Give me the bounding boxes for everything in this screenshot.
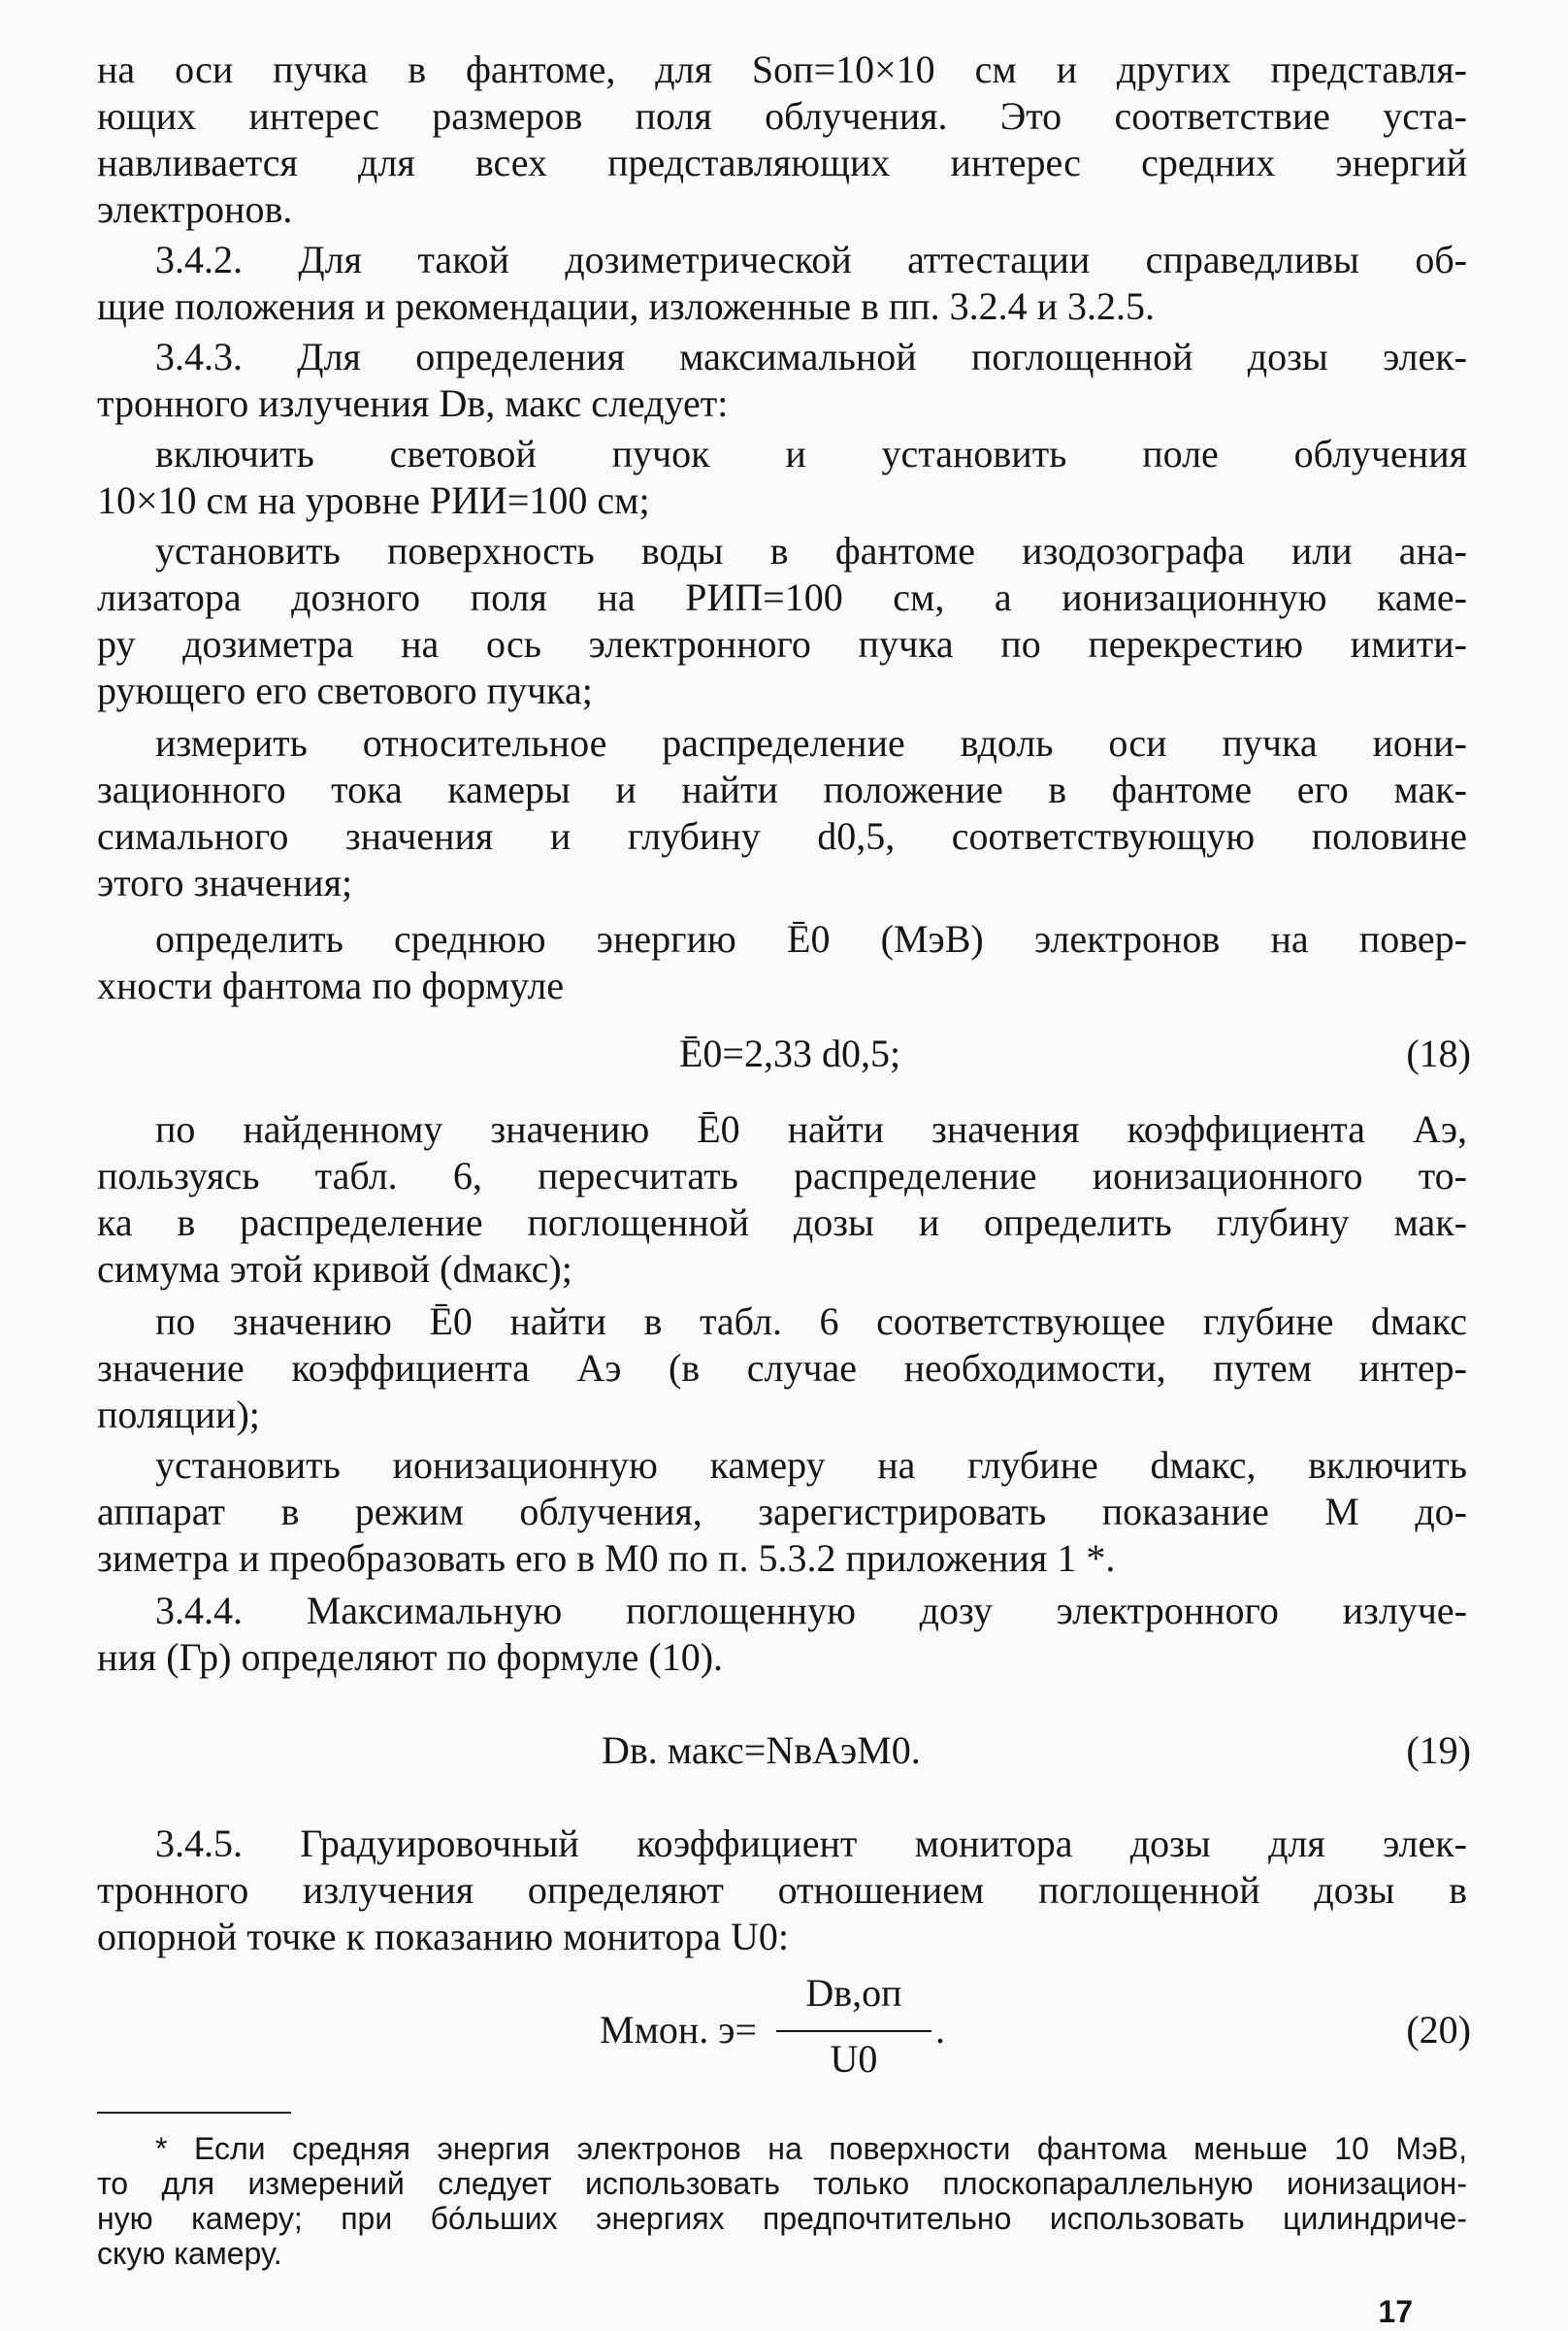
- footnote-rule: [97, 2112, 291, 2114]
- body-line: 10×10 см на уровне РИИ=100 см;: [97, 478, 650, 522]
- body-line: 3.4.5. Градуировочный коэффициент монитора дозы для элек-: [155, 1822, 1467, 1865]
- body-line: на оси пучка в фантоме, для Sоп=10×10 см и других представля-: [97, 48, 1467, 91]
- body-line: поляции);: [97, 1393, 260, 1436]
- body-line: хности фантома по формуле: [97, 964, 565, 1007]
- body-line: симального значения и глубину d0,5, соответствующую половине: [97, 814, 1467, 858]
- body-line: рующего его светового пучка;: [97, 669, 593, 712]
- body-line: установить ионизационную камеру на глубине dмакс, включить: [155, 1443, 1467, 1487]
- body-line: определить среднюю энергию Ē0 (МэВ) электронов на повер-: [155, 917, 1467, 961]
- body-line: измерить относительное распределение вдоль оси пучка иони-: [155, 721, 1467, 765]
- equation-number-20: (20): [1406, 2008, 1471, 2052]
- formula-20-dot: .: [935, 2008, 945, 2052]
- footnote-line: то для измерений следует использовать только плоскопараллельную ионизацион-: [97, 2166, 1467, 2201]
- body-line: навливается для всех представляющих интерес средних энергий: [97, 141, 1467, 184]
- body-line: симума этой кривой (dмакс);: [97, 1247, 572, 1291]
- body-line: лизатора дозного поля на РИП=100 см, а ионизационную каме-: [97, 575, 1467, 619]
- body-line: щие положения и рекомендации, изложенные в пп. 3.2.4 и 3.2.5.: [97, 284, 1156, 328]
- body-line: ющих интерес размеров поля облучения. Это соответствие уста-: [97, 94, 1467, 138]
- body-line: значение коэффициента Aэ (в случае необходимости, путем интер-: [97, 1346, 1467, 1390]
- footnote-line: * Если средняя энергия электронов на поверхности фантома меньше 10 МэВ,: [155, 2131, 1467, 2166]
- formula-20-numerator: Dв,оп: [805, 1971, 902, 2015]
- body-line: тронного излучения Dв, макс следует:: [97, 381, 729, 425]
- body-line: опорной точке к показанию монитора U0:: [97, 1915, 789, 1958]
- body-line: по найденному значению Ē0 найти значения коэффициента Aэ,: [155, 1107, 1467, 1151]
- formula-20-denominator: U0: [830, 2037, 878, 2081]
- body-line: зиметра и преобразовать его в M0 по п. 5.3.2 приложения 1 *.: [97, 1536, 1116, 1580]
- page-number: 17: [1378, 2294, 1413, 2329]
- body-line: включить световой пучок и установить поле облучения: [155, 432, 1467, 476]
- body-line: ру дозиметра на ось электронного пучка по перекрестию имити-: [97, 622, 1467, 666]
- equation-number-18: (18): [1406, 1032, 1471, 1075]
- footnote-line: ную камеру; при бо́льших энергиях предпочтительно использовать цилиндриче-: [97, 2201, 1467, 2236]
- body-line: пользуясь табл. 6, пересчитать распределение ионизационного то-: [97, 1154, 1467, 1198]
- body-line: установить поверхность воды в фантоме изодозографа или ана-: [155, 529, 1467, 573]
- body-line: этого значения;: [97, 861, 353, 904]
- formula-20-lhs: Mмон. э=: [600, 2008, 758, 2052]
- body-line: аппарат в режим облучения, зарегистрировать показание M до-: [97, 1490, 1467, 1533]
- body-line: 3.4.3. Для определения максимальной поглощенной дозы элек-: [155, 335, 1467, 378]
- body-line: 3.4.4. Максимальную поглощенную дозу электронного излуче-: [155, 1589, 1467, 1632]
- footnote-line: скую камеру.: [97, 2236, 282, 2271]
- body-line: зационного тока камеры и найти положение в фантоме его мак-: [97, 768, 1467, 811]
- body-line: тронного излучения определяют отношением поглощенной дозы в: [97, 1868, 1467, 1912]
- body-line: электронов.: [97, 187, 293, 231]
- body-line: ния (Гр) определяют по формуле (10).: [97, 1635, 724, 1679]
- body-line: по значению Ē0 найти в табл. 6 соответствующее глубине dмакс: [155, 1299, 1467, 1343]
- formula-19: Dв. макс=NвAэM0.: [602, 1728, 921, 1772]
- body-line: 3.4.2. Для такой дозиметрической аттестации справедливы об-: [155, 238, 1467, 281]
- equation-number-19: (19): [1406, 1728, 1471, 1772]
- fraction-bar: [776, 2030, 931, 2032]
- formula-18: Ē0=2,33 d0,5;: [679, 1032, 901, 1075]
- body-line: ка в распределение поглощенной дозы и определить глубину мак-: [97, 1200, 1467, 1244]
